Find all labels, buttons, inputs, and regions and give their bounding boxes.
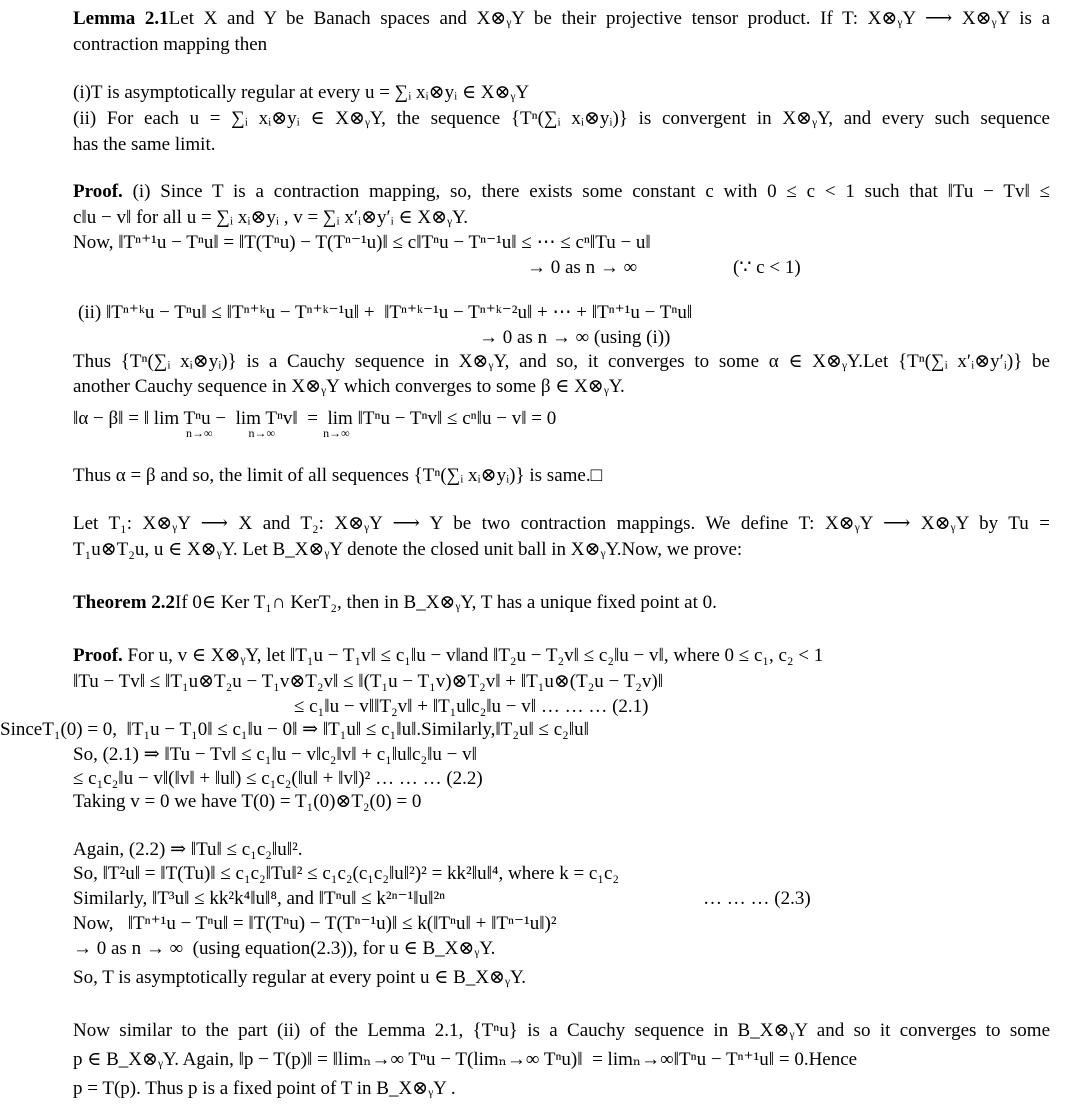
proof-lemma-part-ii-limit: → 0 as n → ∞ (using (i)) <box>479 327 671 348</box>
proof-lemma-limit-subscripts: n→∞ n→∞ n→∞ <box>186 426 350 440</box>
proof-theorem-line-12: → 0 as n → ∞ (using equation(2.3)), for u ∈ B_X⊗ᵧY. <box>73 938 496 959</box>
proof-heading: Proof. <box>73 181 123 202</box>
lemma-statement-line-1 <box>73 7 1050 31</box>
proof-lemma-line-3: Now, ‖Tⁿ⁺¹u − Tⁿu‖ = ‖T(Tⁿu) − T(Tⁿ⁻¹u)‖ ≤ c‖Tⁿu − Tⁿ⁻¹u‖ ≤ ⋯ ≤ cⁿ‖Tu − u‖ <box>73 232 651 253</box>
definition-line-1: Let T₁: X⊗ᵧY ⟶ X and T₂: X⊗ᵧY ⟶ Y be two contraction mappings. We define T: X⊗ᵧY ⟶ X⊗ᵧY by Tu = <box>73 513 1050 534</box>
theorem-text: If 0∈ Ker T₁∩ KerT₂, then in B_X⊗ᵧY, T has a unique fixed point at 0. <box>175 592 717 613</box>
proof-theorem-line-7: Taking v = 0 we have T(0) = T₁(0)⊗T₂(0) = 0 <box>73 791 422 812</box>
proof-theorem-line-5: So, (2.1) ⇒ ‖Tu − Tv‖ ≤ c₁‖u − v‖c₂‖v‖ + c₁‖u‖c₂‖u − v‖ <box>73 744 477 765</box>
lemma-item-ii-line-2: has the same limit. <box>73 134 216 155</box>
proof-theorem-line-1 <box>73 644 823 668</box>
proof-theorem-line-14: Now similar to the part (ii) of the Lemma 2.1, {Tⁿu} is a Cauchy sequence in B_X⊗ᵧY and so it converges to some <box>73 1020 1050 1041</box>
proof-lemma-line-2: c‖u − v‖ for all u = ∑ᵢ xᵢ⊗yᵢ , v = ∑ᵢ x′ᵢ⊗y′ᵢ ∈ X⊗ᵧY. <box>73 207 469 228</box>
proof-lemma-text: (i) Since T is a contraction mapping, so, there exists some constant c with 0 ≤ c < 1 such that ‖Tu − Tv‖ ≤ <box>122 181 1050 202</box>
lemma-text: Let X and Y be Banach spaces and X⊗ᵧY be their projective tensor product. If T: X⊗ᵧY ⟶ X⊗ᵧY is a <box>168 8 1051 29</box>
proof-theorem-line-6: ≤ c₁c₂‖u − v‖(‖v‖ + ‖u‖) ≤ c₁c₂(‖u‖ + ‖v‖)² … … … (2.2) <box>73 768 483 789</box>
proof-theorem-text: For u, v ∈ X⊗ᵧY, let ‖T₁u − T₁v‖ ≤ c₁‖u − v‖and ‖T₂u − T₂v‖ ≤ c₂‖u − v‖, where 0 ≤ c₁, c₂ < 1 <box>122 645 824 666</box>
proof-theorem-line-2: ‖Tu − Tv‖ ≤ ‖T₁u⊗T₂u − T₁v⊗T₂v‖ ≤ ‖(T₁u − T₁v)⊗T₂v‖ + ‖T₁u⊗(T₂u − T₂v)‖ <box>73 671 664 692</box>
proof-lemma-limit-equation: ‖α − β‖ = ‖ lim Tⁿu − lim Tⁿv‖ = lim ‖Tⁿu − Tⁿv‖ ≤ cⁿ‖u − v‖ = 0 <box>73 408 557 429</box>
theorem-statement <box>73 591 717 615</box>
lemma-statement-line-2: contraction mapping then <box>73 34 268 55</box>
proof-lemma-reason: (∵ c < 1) <box>733 257 801 278</box>
proof-theorem-line-15: p ∈ B_X⊗ᵧY. Again, ‖p − T(p)‖ = ‖limₙ→∞ Tⁿu − T(limₙ→∞ Tⁿu)‖ = limₙ→∞‖Tⁿu − Tⁿ⁺¹u‖ = 0.Hence <box>73 1049 858 1070</box>
proof-theorem-line-3: ≤ c₁‖u − v‖‖T₂v‖ + ‖T₁u‖c₂‖u − v‖ … … … (2.1) <box>294 696 649 717</box>
lemma-heading: Lemma 2.1 <box>73 8 169 29</box>
proof-lemma-cauchy-line-1: Thus {Tⁿ(∑ᵢ xᵢ⊗yᵢ)} is a Cauchy sequence in X⊗ᵧY, and so, it converges to some α ∈ X⊗ᵧY.Let {Tⁿ(∑ᵢ x′ᵢ⊗y′ᵢ)} be <box>73 351 1050 372</box>
proof-theorem-line-10: Similarly, ‖T³u‖ ≤ kk²k⁴‖u‖⁸, and ‖Tⁿu‖ ≤ k²ⁿ⁻¹‖u‖²ⁿ <box>73 888 446 909</box>
theorem-heading: Theorem 2.2 <box>73 592 176 613</box>
proof-theorem-line-4: SinceT₁(0) = 0, ‖T₁u − T₁0‖ ≤ c₁‖u − 0‖ ⇒ ‖T₁u‖ ≤ c₁‖u‖.Similarly,‖T₂u‖ ≤ c₂‖u‖ <box>0 719 589 740</box>
equation-label-2-3: … … … (2.3) <box>703 888 811 909</box>
lemma-item-i: (i)T is asymptotically regular at every u = ∑ᵢ xᵢ⊗yᵢ ∈ X⊗ᵧY <box>73 82 530 103</box>
proof-lemma-cauchy-line-2: another Cauchy sequence in X⊗ᵧY which converges to some β ∈ X⊗ᵧY. <box>73 376 625 397</box>
lemma-item-ii-line-1: (ii) For each u = ∑ᵢ xᵢ⊗yᵢ ∈ X⊗ᵧY, the sequence {Tⁿ(∑ᵢ xᵢ⊗yᵢ)} is convergent in X⊗ᵧY, and every such sequence <box>73 108 1050 129</box>
proof-theorem-line-8: Again, (2.2) ⇒ ‖Tu‖ ≤ c₁c₂‖u‖². <box>73 839 303 860</box>
definition-line-2: T₁u⊗T₂u, u ∈ X⊗ᵧY. Let B_X⊗ᵧY denote the closed unit ball in X⊗ᵧY.Now, we prove: <box>73 539 743 560</box>
proof-theorem-line-13: So, T is asymptotically regular at every point u ∈ B_X⊗ᵧY. <box>73 967 526 988</box>
proof-theorem-line-9: So, ‖T²u‖ = ‖T(Tu)‖ ≤ c₁c₂‖Tu‖² ≤ c₁c₂(c₁c₂‖u‖²)² = kk²‖u‖⁴, where k = c₁c₂ <box>73 863 620 884</box>
proof-lemma-conclusion: Thus α = β and so, the limit of all sequences {Tⁿ(∑ᵢ xᵢ⊗yᵢ)} is same.□ <box>73 465 603 486</box>
proof-theorem-line-16: p = T(p). Thus p is a fixed point of T in B_X⊗ᵧY . <box>73 1078 456 1099</box>
proof-theorem-line-11: Now, ‖Tⁿ⁺¹u − Tⁿu‖ = ‖T(Tⁿu) − T(Tⁿ⁻¹u)‖ ≤ k(‖Tⁿu‖ + ‖Tⁿ⁻¹u‖)² <box>73 913 557 934</box>
proof-lemma-limit: → 0 as n → ∞ <box>527 257 638 278</box>
proof-lemma-line-1 <box>73 180 1050 204</box>
proof-theorem-heading: Proof. <box>73 645 123 666</box>
proof-lemma-part-ii: (ii) ‖Tⁿ⁺ᵏu − Tⁿu‖ ≤ ‖Tⁿ⁺ᵏu − Tⁿ⁺ᵏ⁻¹u‖ + ‖Tⁿ⁺ᵏ⁻¹u − Tⁿ⁺ᵏ⁻²u‖ + ⋯ + ‖Tⁿ⁺¹u − Tⁿu‖ <box>78 302 693 323</box>
